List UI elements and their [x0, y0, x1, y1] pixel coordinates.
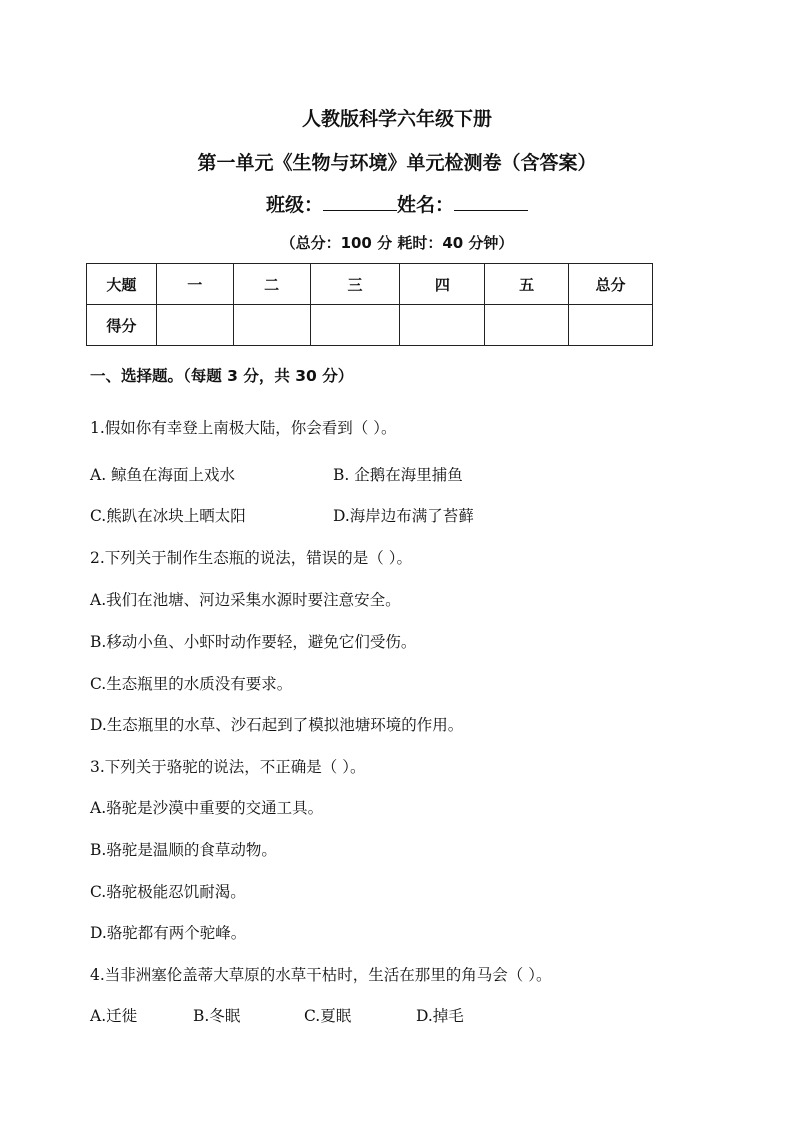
column-header-cell: 四: [400, 264, 485, 305]
column-header-cell: 二: [233, 264, 310, 305]
score-label-cell: 得分: [87, 305, 157, 346]
section-title: 一、选择题。（每题 3 分，共 30 分）: [90, 367, 354, 385]
option-d[interactable]: D.掉毛: [416, 1007, 464, 1025]
question-stem: 4.当非洲塞伦盖蒂大草原的水草干枯时，生活在那里的角马会（ ）。: [90, 966, 552, 984]
document-subtitle: 第一单元《生物与环境》单元检测卷（含答案）: [197, 152, 597, 174]
option-c[interactable]: C.骆驼极能忍饥耐渴。: [90, 883, 246, 901]
option-a[interactable]: A. 鲸鱼在海面上戏水: [90, 466, 236, 484]
score-table-score-row: [87, 305, 653, 346]
option-a[interactable]: A.迁徙: [90, 1007, 138, 1025]
column-header-cell: 五: [485, 264, 569, 305]
score-entry-cell[interactable]: [156, 305, 233, 346]
option-d[interactable]: D.海岸边布满了苔藓: [333, 507, 474, 525]
name-blank[interactable]: [454, 192, 528, 211]
score-entry-cell[interactable]: [310, 305, 400, 346]
name-label: 姓名：: [397, 194, 455, 216]
score-entry-cell[interactable]: [233, 305, 310, 346]
score-entry-cell[interactable]: [400, 305, 485, 346]
student-info-line: [0, 190, 794, 217]
option-a[interactable]: A.我们在池塘、河边采集水源时要注意安全。: [90, 591, 401, 609]
option-row: [90, 463, 463, 485]
exam-meta: （总分：100 分 耗时：40 分钟）: [280, 234, 514, 252]
option-d[interactable]: D.骆驼都有两个驼峰。: [90, 924, 247, 942]
option-b[interactable]: B.移动小鱼、小虾时动作要轻，避免它们受伤。: [90, 633, 417, 651]
column-header-cell: 一: [156, 264, 233, 305]
option-d[interactable]: D.生态瓶里的水草、沙石起到了模拟池塘环境的作用。: [90, 716, 464, 734]
option-b[interactable]: B. 企鹅在海里捕鱼: [333, 466, 463, 484]
option-b[interactable]: B.骆驼是温顺的食草动物。: [90, 841, 277, 859]
option-row: [90, 1004, 464, 1026]
option-b[interactable]: B.冬眠: [193, 1007, 241, 1025]
class-label: 班级：: [265, 194, 323, 216]
question-stem: 2.下列关于制作生态瓶的说法，错误的是（ ）。: [90, 549, 412, 567]
score-entry-cell[interactable]: [485, 305, 569, 346]
option-a[interactable]: A.骆驼是沙漠中重要的交通工具。: [90, 799, 324, 817]
option-c[interactable]: C.生态瓶里的水质没有要求。: [90, 675, 293, 693]
score-table: [86, 263, 653, 346]
option-c[interactable]: C.熊趴在冰块上晒太阳: [90, 507, 246, 525]
row-header-cell: 大题: [87, 264, 157, 305]
option-row: [90, 504, 474, 526]
question-stem: 1.假如你有幸登上南极大陆，你会看到（ ）。: [90, 419, 397, 437]
column-header-cell: 三: [310, 264, 400, 305]
question-stem: 3.下列关于骆驼的说法，不正确是（ ）。: [90, 758, 366, 776]
class-blank[interactable]: [323, 192, 397, 211]
score-table-header-row: [87, 264, 653, 305]
column-header-cell: 总分: [569, 264, 653, 305]
document-title: 人教版科学六年级下册: [301, 108, 492, 130]
option-c[interactable]: C.夏眠: [304, 1007, 352, 1025]
score-entry-cell[interactable]: [569, 305, 653, 346]
